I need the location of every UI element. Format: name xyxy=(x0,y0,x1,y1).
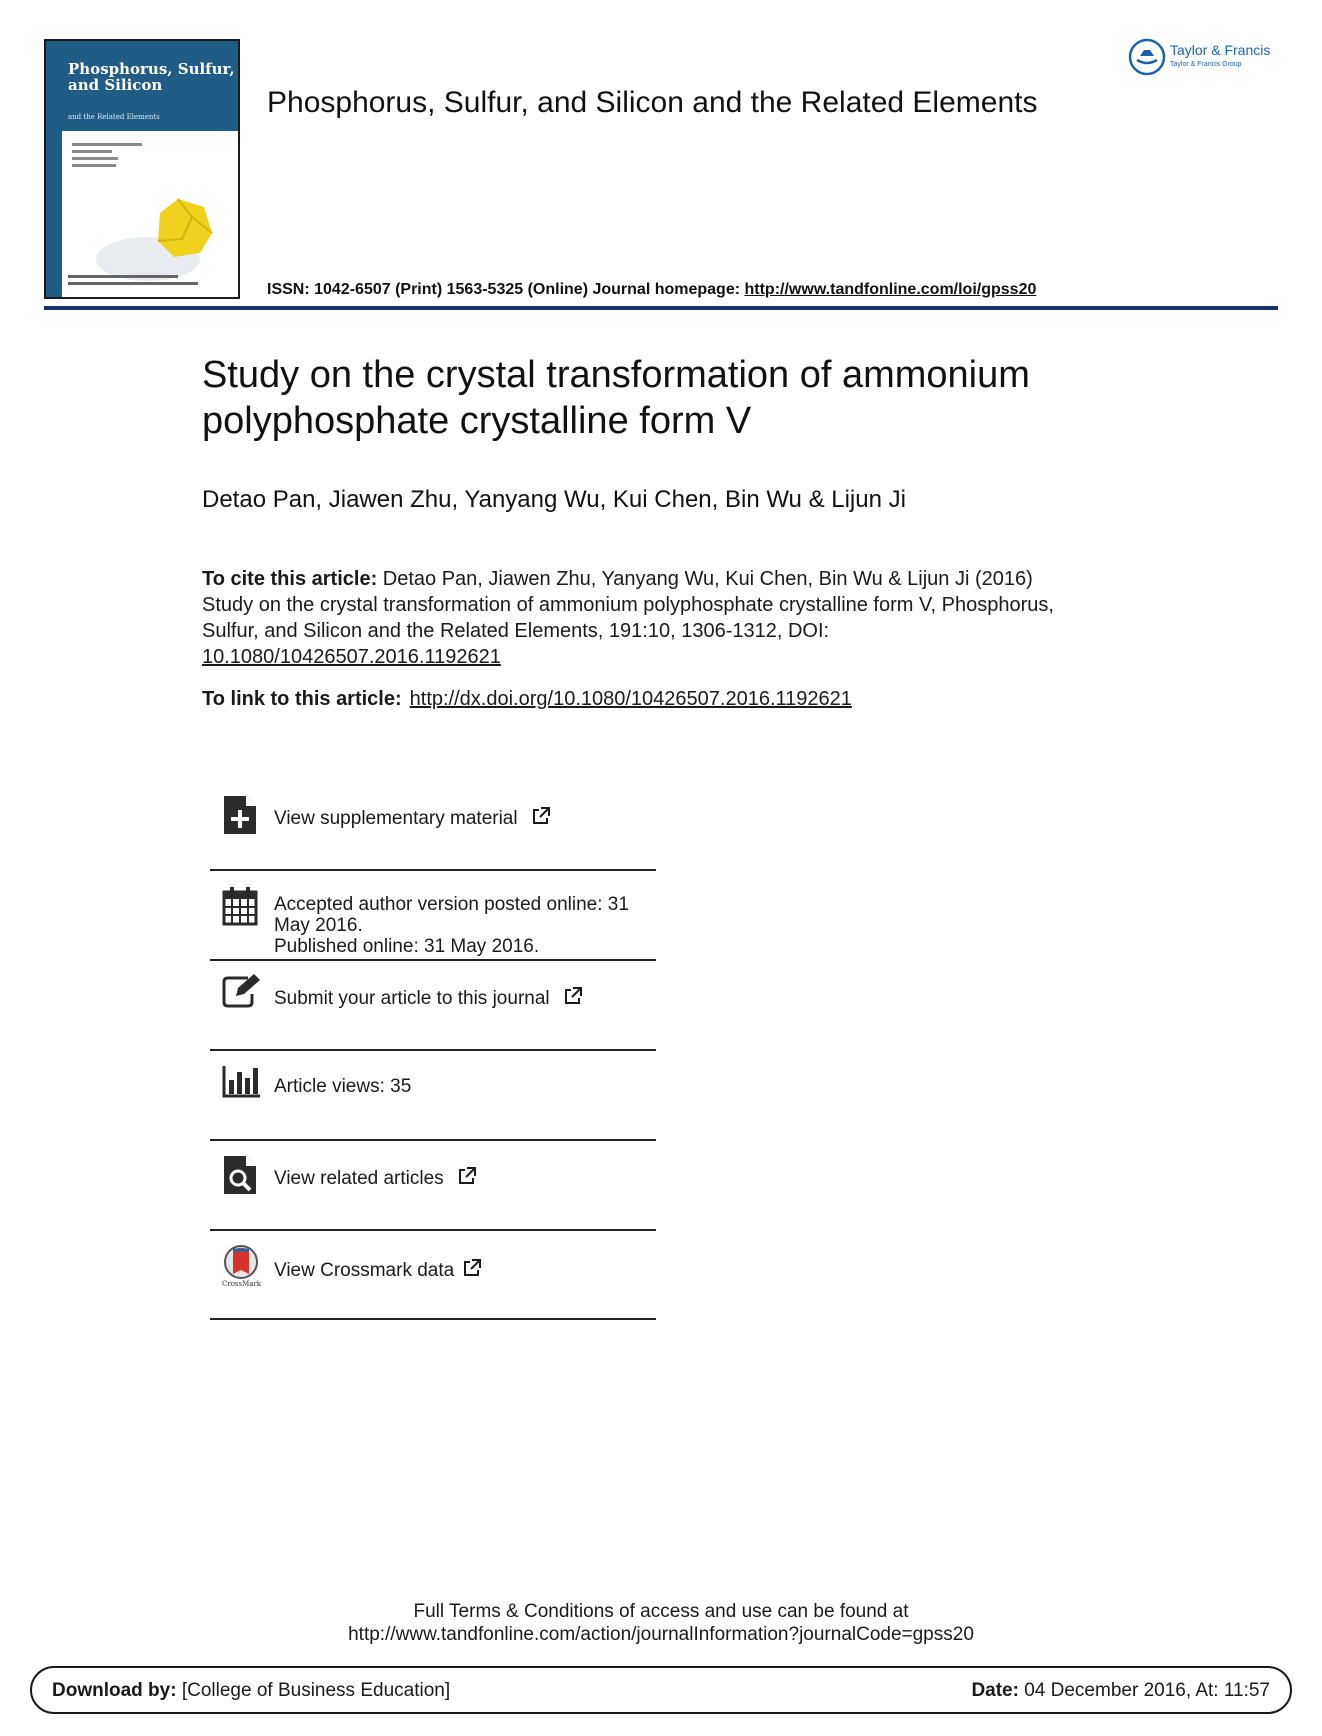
publication-dates-label xyxy=(274,894,654,957)
taylor-francis-logo[interactable] xyxy=(1128,38,1278,78)
article-authors: Detao Pan, Jiawen Zhu, Yanyang Wu, Kui Chen, Bin Wu & Lijun Ji xyxy=(202,486,906,513)
separator xyxy=(210,1229,656,1231)
download-value: [College of Business Education] xyxy=(176,1680,451,1701)
cover-footer-lines xyxy=(68,275,228,289)
cover-spine xyxy=(46,41,62,297)
article-views-item xyxy=(210,1062,656,1108)
file-search-icon xyxy=(222,1154,258,1196)
published-date: Published online: 31 May 2016. xyxy=(274,936,540,957)
file-plus-icon xyxy=(222,794,258,836)
calendar-icon xyxy=(222,886,258,926)
download-info xyxy=(52,1680,450,1702)
journal-name: Phosphorus, Sulfur, and Silicon and the Related Elements xyxy=(267,86,1038,119)
accepted-date: Accepted author version posted online: 31 May 2016. xyxy=(274,894,629,936)
publisher-group: Taylor & Francis Group xyxy=(1170,61,1242,68)
cover-title: Phosphorus, Sulfur, and Silicon xyxy=(68,60,235,94)
separator xyxy=(210,1049,656,1051)
article-title: Study on the crystal transformation of ammonium polyphosphate crystalline form V xyxy=(202,354,1030,442)
bar-chart-icon xyxy=(222,1064,262,1098)
supplementary-label xyxy=(274,806,551,829)
related-text: View related articles xyxy=(274,1168,444,1189)
cite-doi-link[interactable]: 10.1080/10426507.2016.1192621 xyxy=(202,646,501,668)
separator xyxy=(210,959,656,961)
submit-article-item[interactable] xyxy=(210,972,656,1018)
crossmark-logo-text: CrossMark xyxy=(222,1280,262,1288)
crossmark-item[interactable] xyxy=(210,1244,656,1290)
article-link xyxy=(202,688,852,711)
edit-icon xyxy=(222,974,262,1008)
external-link-icon xyxy=(457,1166,477,1186)
header-rule xyxy=(44,306,1278,310)
download-bar xyxy=(30,1666,1292,1714)
publication-dates-item xyxy=(210,884,656,956)
journal-homepage-link[interactable]: http://www.tandfonline.com/loi/gpss20 xyxy=(744,281,1037,298)
related-articles-item[interactable] xyxy=(210,1152,656,1198)
supplementary-item[interactable] xyxy=(210,794,656,840)
cover-text-lines xyxy=(72,143,142,171)
issn-line xyxy=(267,281,1036,299)
submit-text: Submit your article to this journal xyxy=(274,988,550,1009)
link-label: To link to this article: xyxy=(202,688,402,710)
related-label xyxy=(274,1166,477,1189)
external-link-icon xyxy=(531,806,551,826)
terms-line-1: Full Terms & Conditions of access and use can be found at xyxy=(413,1601,909,1622)
external-link-icon xyxy=(462,1258,482,1278)
issn-text: ISSN: 1042-6507 (Print) 1563-5325 (Online) Journal homepage: xyxy=(267,281,745,298)
crossmark-text: View Crossmark data xyxy=(274,1260,455,1281)
views-label: Article views: 35 xyxy=(274,1076,412,1097)
terms-url[interactable]: http://www.tandfonline.com/action/journalInformation?journalCode=gpss20 xyxy=(348,1624,974,1645)
separator xyxy=(210,1318,656,1320)
download-label: Download by: xyxy=(52,1680,177,1701)
separator xyxy=(210,1139,656,1141)
publisher-logo-icon xyxy=(1128,38,1166,76)
terms-notice xyxy=(0,1600,1322,1646)
publisher-name: Taylor & Francis xyxy=(1170,42,1271,58)
cover-subtitle: and the Related Elements xyxy=(68,113,160,121)
cite-text: Detao Pan, Jiawen Zhu, Yanyang Wu, Kui Chen, Bin Wu & Lijun Ji (2016) Study on the crystal transformation of ammonium polyphosphate crystalline form V, Phosphorus, Sulfur, and Silicon and the Related Elements, 191:10, 1306-1312, DOI: xyxy=(202,568,1054,642)
supplementary-text: View supplementary material xyxy=(274,808,518,829)
date-value: 04 December 2016, At: 11:57 xyxy=(1018,1680,1270,1701)
crossmark-label xyxy=(274,1258,482,1281)
article-doi-link[interactable]: http://dx.doi.org/10.1080/10426507.2016.1192621 xyxy=(409,688,852,710)
journal-cover xyxy=(44,39,240,299)
submit-label xyxy=(274,986,583,1009)
cite-label: To cite this article: xyxy=(202,568,378,590)
separator xyxy=(210,869,656,871)
download-date xyxy=(971,1680,1270,1702)
citation xyxy=(202,566,1082,670)
date-label: Date: xyxy=(971,1680,1019,1701)
external-link-icon xyxy=(563,986,583,1006)
